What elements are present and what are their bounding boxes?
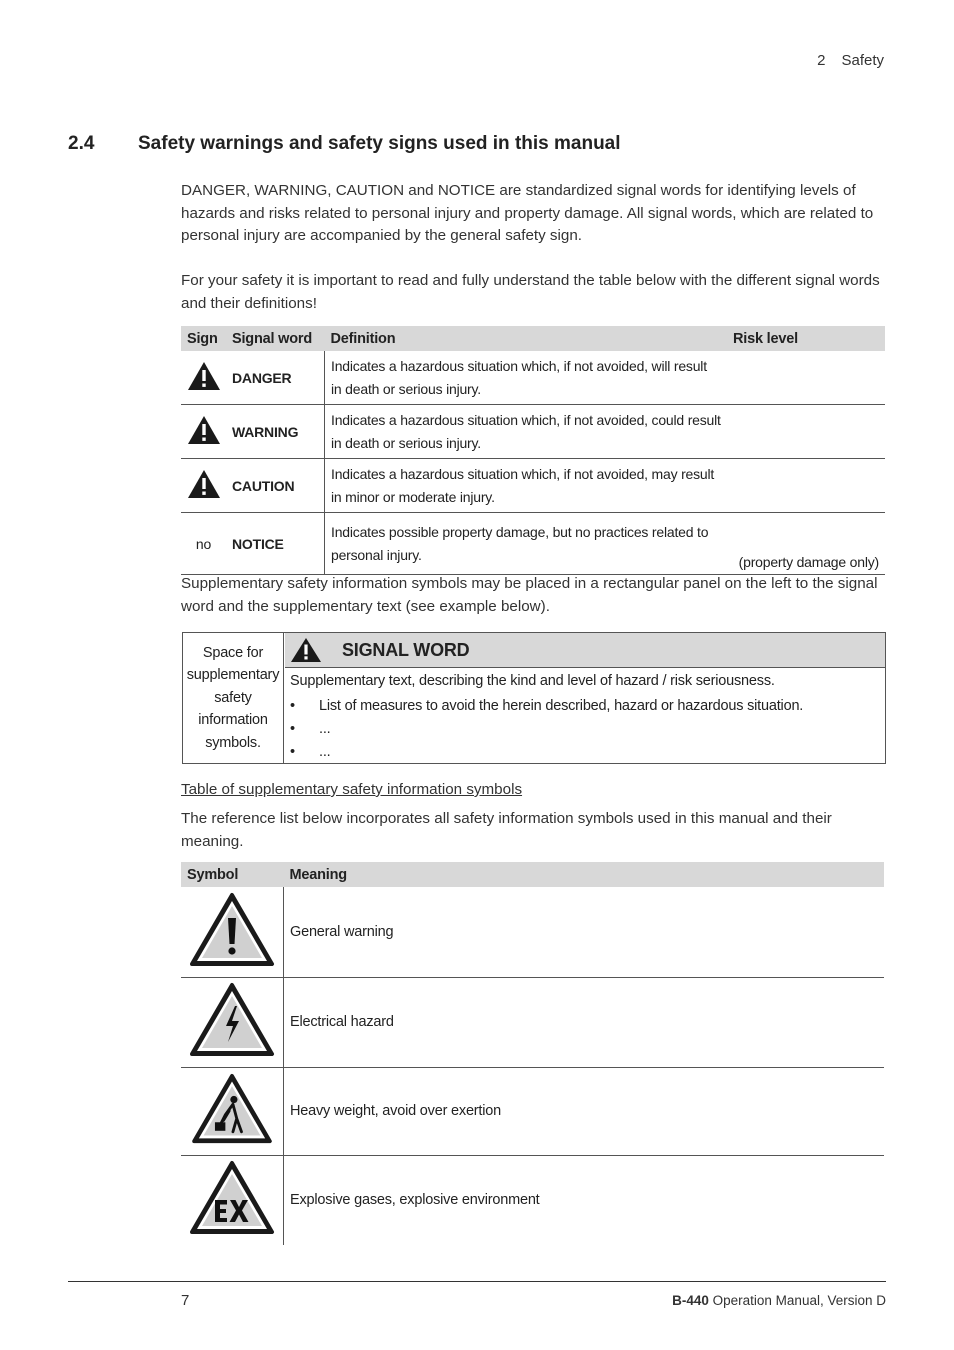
table-row [181, 459, 885, 513]
risk-level-danger [727, 351, 885, 405]
list-item: • ... [290, 741, 879, 764]
list-item: • ... [290, 718, 879, 741]
header-sign: Sign [181, 326, 226, 351]
warning-triangle-icon [187, 415, 221, 445]
table-row [181, 887, 884, 977]
definition-notice: Indicates possible property damage, but no practices related to personal injury. [325, 513, 728, 575]
section-number: 2.4 [68, 133, 95, 154]
table-row [181, 405, 885, 459]
section-title [68, 133, 621, 155]
signal-word-caution: CAUTION [226, 459, 325, 513]
table-row [181, 513, 885, 575]
warning-triangle-icon [187, 469, 221, 499]
header-definition: Definition [325, 326, 728, 351]
general-warning-icon [189, 892, 275, 968]
header-meaning: Meaning [284, 862, 885, 887]
section-title-text: Safety warnings and safety signs used in this manual [138, 133, 621, 154]
panel-signal-word: SIGNAL WORD [342, 640, 470, 660]
footer-divider [68, 1281, 886, 1282]
symbol-cell [181, 1155, 284, 1245]
symbol-table [181, 862, 884, 1245]
risk-level-notice: (property damage only) [727, 513, 885, 575]
page-number: 7 [181, 1292, 190, 1309]
signal-table-header [181, 326, 885, 351]
definition-caution: Indicates a hazardous situation which, if not avoided, may result in minor or moderate injury. [325, 459, 728, 513]
symbol-cell [181, 977, 284, 1067]
panel-symbol-space: Space for supplementary safety information symbols. [183, 633, 284, 763]
heavy-weight-icon [191, 1073, 273, 1145]
signal-word-table [181, 326, 885, 575]
signal-word-danger: DANGER [226, 351, 325, 405]
symbol-cell [181, 1067, 284, 1155]
chapter-title: Safety [841, 52, 884, 69]
panel-header [285, 633, 885, 668]
risk-level-caution [727, 459, 885, 513]
panel-bullet-list [290, 695, 879, 764]
meaning-heavy-weight: Heavy weight, avoid over exertion [284, 1067, 885, 1155]
signal-word-notice: NOTICE [226, 513, 325, 575]
sign-cell [181, 405, 226, 459]
header-risk-level: Risk level [727, 326, 885, 351]
table-row [181, 1155, 884, 1245]
symbol-table-header [181, 862, 884, 887]
example-safety-panel [182, 632, 886, 764]
symbol-cell [181, 887, 284, 977]
symbols-intro: The reference list below incorporates all safety information symbols used in this manual and their meaning. [181, 810, 832, 850]
definition-danger: Indicates a hazardous situation which, if not avoided, will result in death or serious injury. [325, 351, 728, 405]
panel-body [290, 670, 879, 764]
table-row [181, 351, 885, 405]
table-row [181, 977, 884, 1067]
explosive-atmosphere-icon [189, 1160, 275, 1236]
table-row [181, 1067, 884, 1155]
panel-text: Supplementary text, describing the kind and level of hazard / risk seriousness. [290, 673, 775, 689]
warning-triangle-icon [187, 361, 221, 391]
intro-paragraph-1: DANGER, WARNING, CAUTION and NOTICE are standardized signal words for identifying levels of hazards and risks related to personal injury and property damage. All signal words, which are related to personal injury are accompanied by the general safety sign. [181, 182, 874, 244]
chapter-number: 2 [817, 52, 826, 69]
product-name: B-440 [672, 1293, 709, 1308]
supplementary-paragraph: Supplementary safety information symbols may be placed in a rectangular panel on the left to the signal word and the supplementary text (see example below). [181, 575, 878, 615]
warning-triangle-icon [290, 637, 322, 663]
meaning-explosive: Explosive gases, explosive environment [290, 1192, 540, 1209]
sign-cell [181, 351, 226, 405]
header-symbol: Symbol [181, 862, 284, 887]
document-version: Operation Manual, Version D [712, 1293, 886, 1308]
list-item: • List of measures to avoid the herein described, hazard or hazardous situation. [290, 695, 879, 718]
definition-warning: Indicates a hazardous situation which, if not avoided, could result in death or serious injury. [325, 405, 728, 459]
symbols-heading: Table of supplementary safety information symbols [181, 781, 523, 798]
header-signal-word: Signal word [226, 326, 325, 351]
electrical-hazard-icon [189, 982, 275, 1058]
sign-cell-no: no [181, 513, 226, 575]
risk-level-warning [727, 405, 885, 459]
meaning-general-warning: General warning [284, 887, 885, 977]
intro-paragraph-2: For your safety it is important to read and fully understand the table below with the different signal words and their definitions! [181, 272, 880, 312]
meaning-electrical-hazard: Electrical hazard [284, 977, 885, 1067]
signal-word-warning: WARNING [226, 405, 325, 459]
running-head [817, 52, 884, 69]
footer-document-info [672, 1293, 886, 1308]
sign-cell [181, 459, 226, 513]
